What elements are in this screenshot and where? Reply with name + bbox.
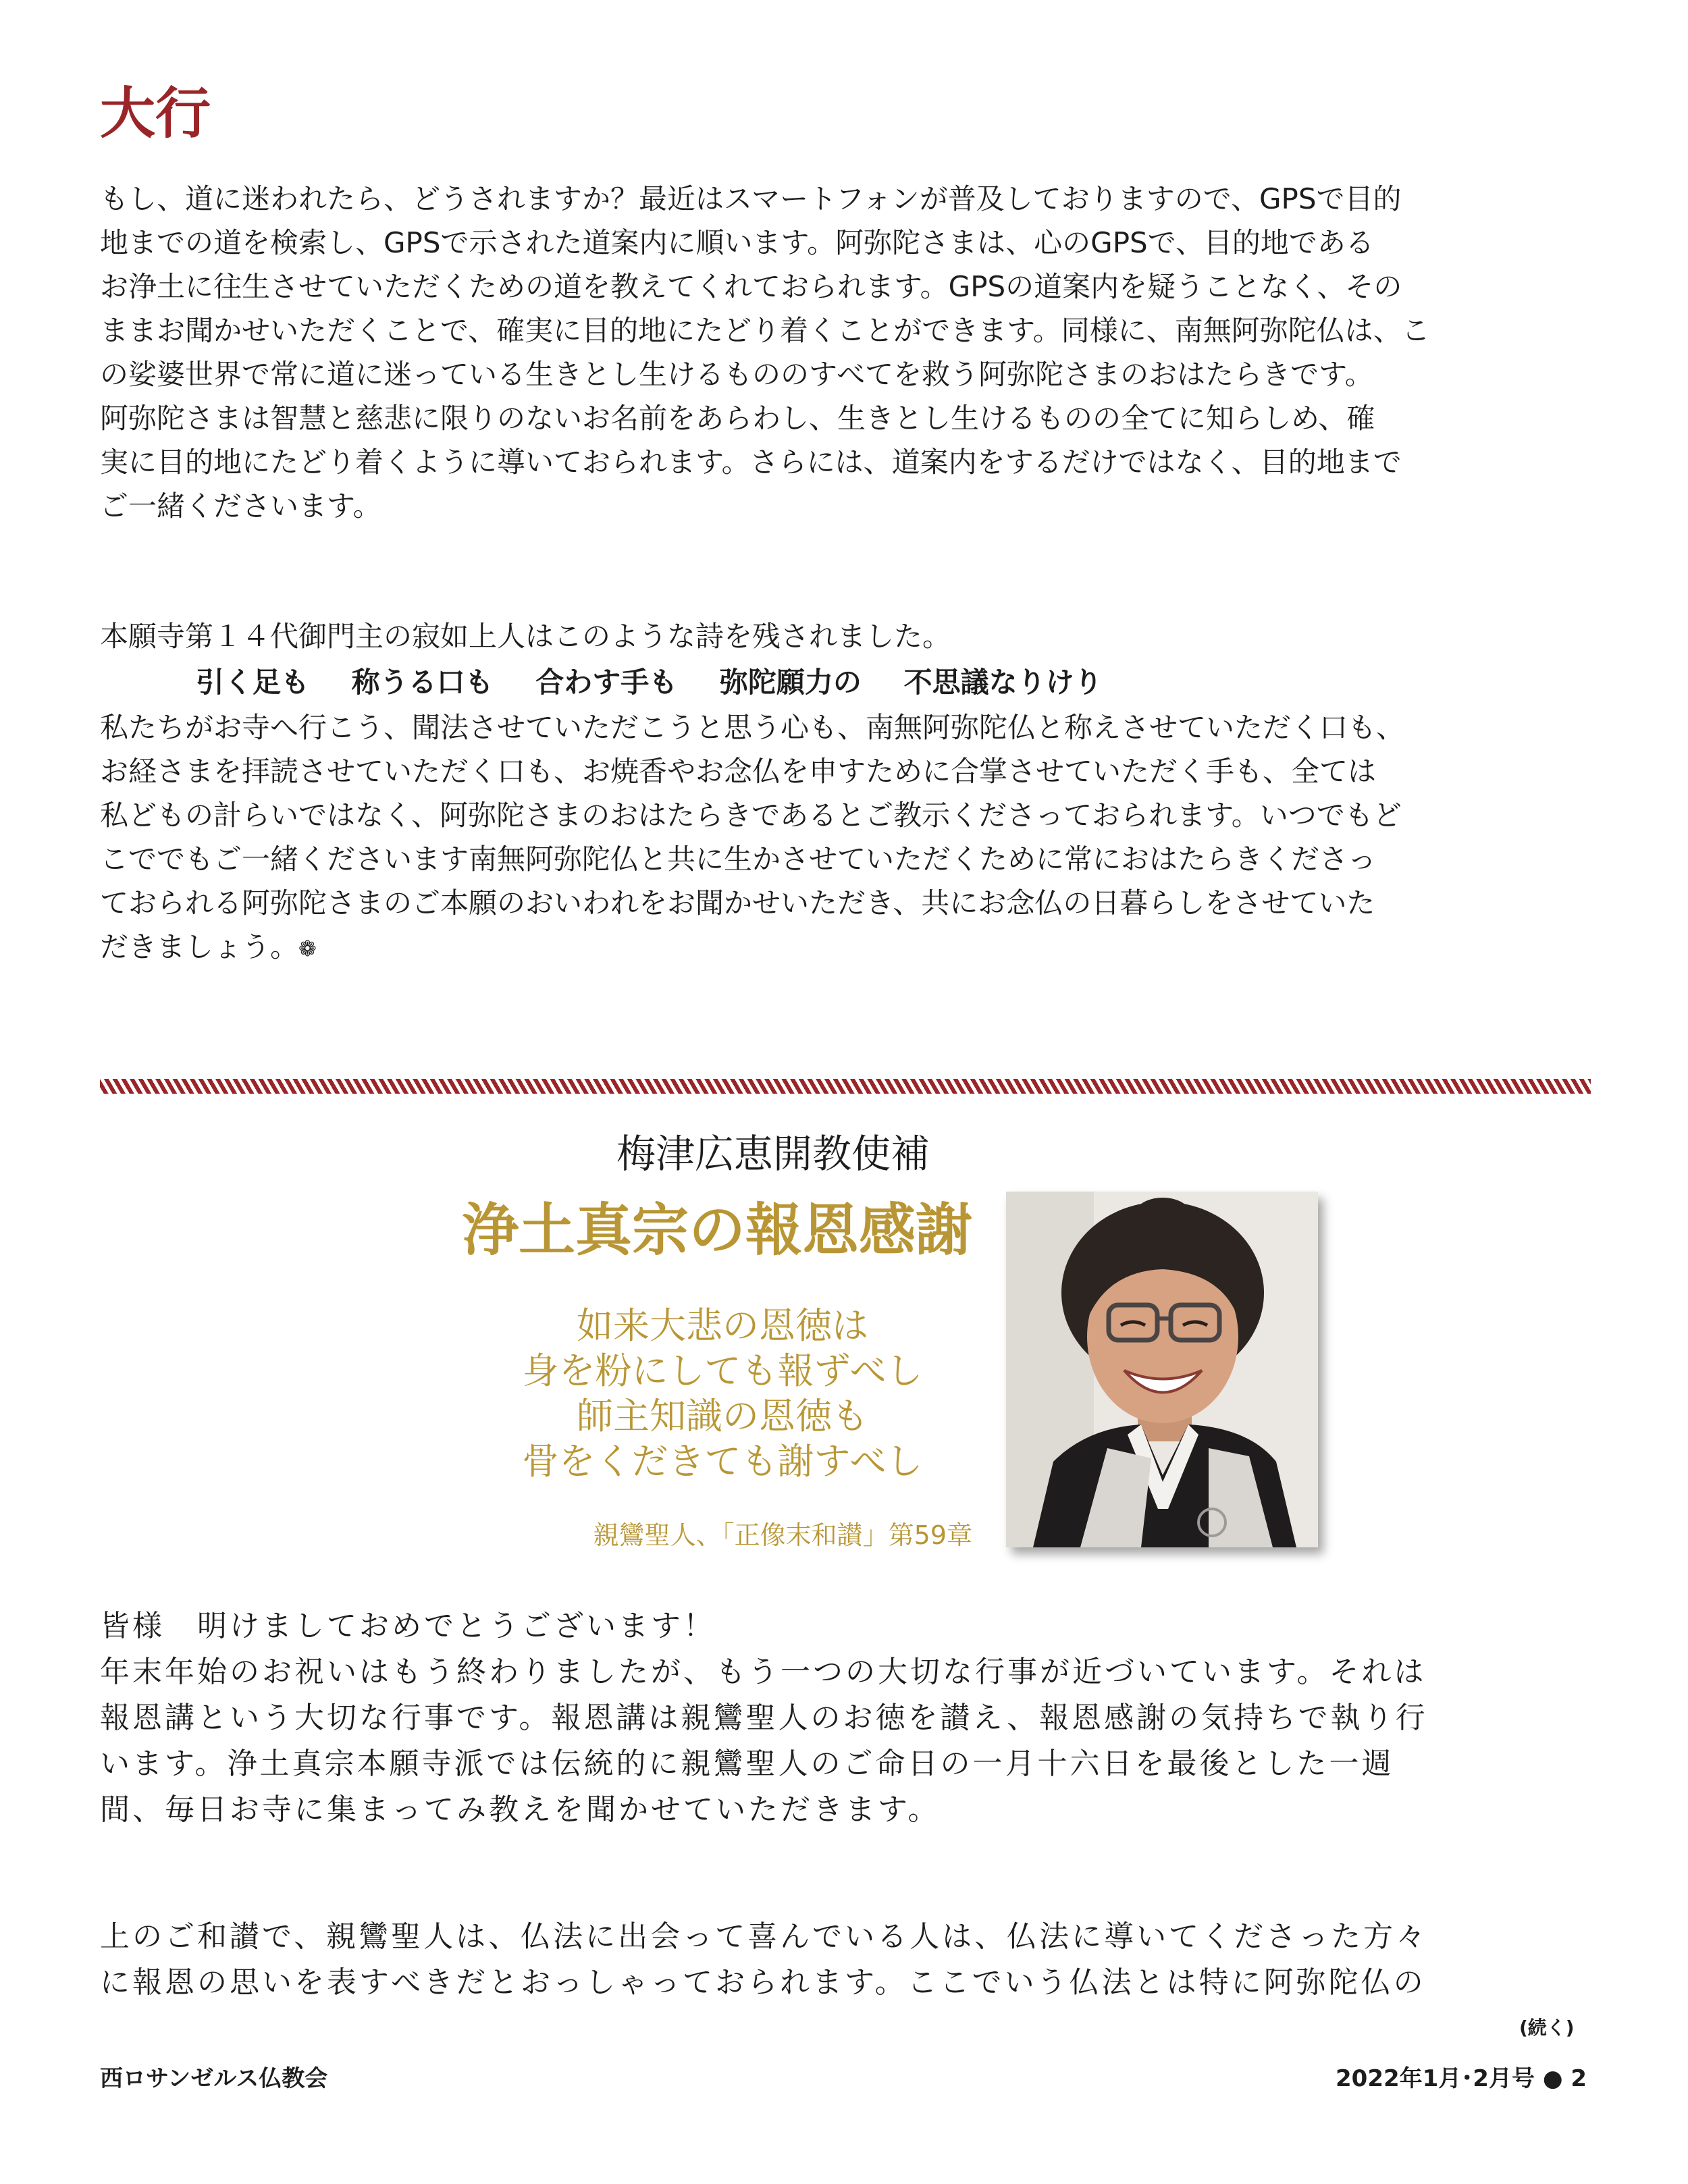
text-line: 間、毎日お寺に集まってみ教えを聞かせていただきます。 <box>100 1792 941 1827</box>
text-line: ご一緒くださいます。 <box>100 489 381 523</box>
verse <box>473 1303 972 1484</box>
text-line: お経さまを拝読させていただく口も、お焼香やお念仏を申すために合掌させていただく手も、全ては <box>100 755 1377 788</box>
verse-line: 師主知識の恩徳も <box>577 1395 868 1437</box>
text-line: お浄土に往生させていただくための道を教えてくれておられます。GPSの道案内を疑うことなく、その <box>100 270 1402 303</box>
author-name: 梅津広恵開教使補 <box>616 1131 930 1177</box>
section-title: 大行 <box>100 82 211 146</box>
text-line: 地までの道を検索し、GPSで示された道案内に順います。阿弥陀さまは、心のGPSで、目的地である <box>100 226 1374 259</box>
verse-line: 骨をくだきても謝すべし <box>522 1440 923 1483</box>
continued-note: (続く) <box>1519 2017 1575 2039</box>
text-fragment: だきましょう。 <box>100 930 299 963</box>
body-paragraph <box>100 705 1592 971</box>
text-line: 阿弥陀さまは智慧と慈悲に限りのないお名前をあらわし、生きとし生けるものの全てに知らしめ、確 <box>100 402 1375 435</box>
author-photo <box>1006 1192 1318 1547</box>
article-title: 浄土真宗の報恩感謝 <box>461 1197 972 1263</box>
text-line: に報恩の思いを表すべきだとおっしゃっておられます。ここでいう仏法とは特に阿弥陀仏の <box>100 1965 1426 2000</box>
verse-citation: 親鸞聖人、「正像末和讃」第59章 <box>593 1520 972 1550</box>
greeting-paragraph <box>100 1603 1592 1833</box>
text-line: 私どもの計らいではなく、阿弥陀さまのおはたらきであるとご教示くださっておられます。いつでもど <box>100 799 1402 832</box>
text-line: 上のご和讃で、親鸞聖人は、仏法に出会って喜んでいる人は、仏法に導いてくださった方々 <box>100 1919 1429 1954</box>
text-line: ておられる阿弥陀さまのご本願のおいわれをお聞かせいただき、共にお念仏の日暮らしをさせていた <box>100 886 1375 920</box>
text-line: こででもご一緒くださいます南無阿弥陀仏と共に生かさせていただくために常におはたらきくださっ <box>100 843 1377 876</box>
body-paragraph-2 <box>100 1914 1592 2006</box>
poem-phrase: 称うる口も <box>351 666 494 699</box>
footer-issue <box>1303 2067 1587 2090</box>
issue-date: 2022年1月･2月号 <box>1336 2065 1535 2092</box>
text-line: 本願寺第１４代御門主の寂如上人はこのような詩を残されました。 <box>100 620 951 653</box>
text-line: います。浄土真宗本願寺派では伝統的に親鸞聖人のご命日の一月十六日を最後とした一週 <box>100 1747 1394 1781</box>
poem-phrase: 弥陀願力の <box>719 666 862 699</box>
text-line: ままお聞かせいただくことで、確実に目的地にたどり着くことができます。同様に、南無阿弥陀仏は、こ <box>100 314 1430 347</box>
poem-phrase: 合わす手も <box>535 666 678 699</box>
striped-divider <box>100 1079 1591 1094</box>
text-line: の娑婆世界で常に道に迷っている生きとし生けるもののすべてを救う阿弥陀さまのおはたらきです。 <box>100 358 1373 391</box>
text-line: 年末年始のお祝いはもう終わりましたが、もう一つの大切な行事が近づいています。それは <box>100 1655 1427 1689</box>
text-line: 報恩講という大切な行事です。報恩講は親鸞聖人のお徳を讃え、報恩感謝の気持ちで執り行 <box>100 1701 1428 1735</box>
bullet-icon: ● <box>1542 2065 1563 2092</box>
text-line <box>100 925 1592 971</box>
portrait-illustration <box>1006 1192 1318 1547</box>
poem-intro <box>100 614 1592 658</box>
text-line: 実に目的地にたどり着くように導いておられます。さらには、道案内をするだけではなく、目的地まで <box>100 446 1402 479</box>
page-number: 2 <box>1571 2065 1587 2092</box>
footer-organization: 西ロサンゼルス仏教会 <box>100 2065 328 2092</box>
poem-phrase: 引く足も <box>196 666 310 699</box>
text-line: もし、道に迷われたら、どうされますか？最近はスマートフォンが普及しておりますので、GPSで目的 <box>100 182 1402 215</box>
text-line: 私たちがお寺へ行こう、聞法させていただこうと思う心も、南無阿弥陀仏と称えさせていただく口も、 <box>100 711 1405 744</box>
verse-line: 身を粉にしても報ずべし <box>522 1350 923 1392</box>
text-line: 皆様 明けましておめでとうございます！ <box>100 1609 716 1643</box>
intro-paragraph <box>100 177 1592 528</box>
verse-line: 如来大悲の恩徳は <box>577 1304 868 1347</box>
poem-phrase: 不思議なりけり <box>903 666 1103 699</box>
flower-end-icon: ❁ <box>298 936 317 961</box>
poem <box>196 660 1135 704</box>
